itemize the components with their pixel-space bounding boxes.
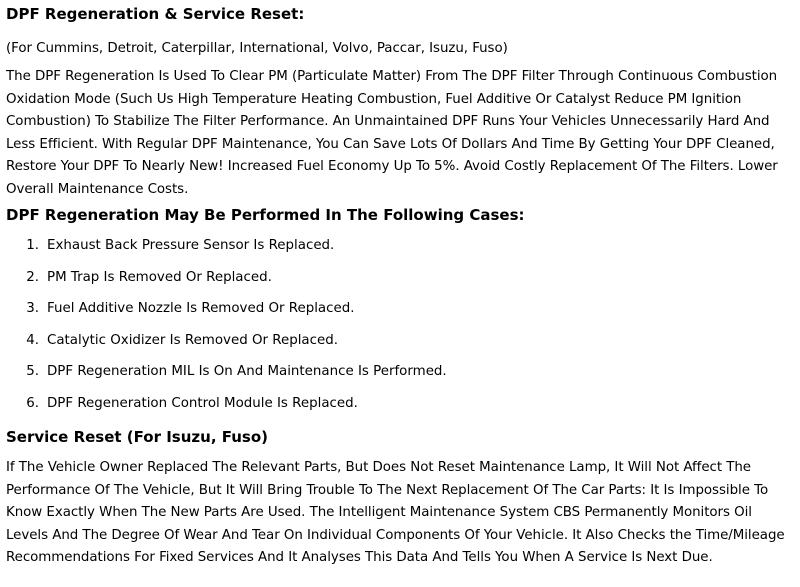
brand-list: (For Cummins, Detroit, Caterpillar, International, Volvo, Paccar, Isuzu, Fuso) [6,41,508,56]
list-item [6,268,766,300]
list-item-number: 4. [26,332,39,348]
cases-heading: DPF Regeneration May Be Performed In The Following Cases: [6,206,525,224]
list-item-number: 5. [26,364,39,380]
list-item-text: Catalytic Oxidizer Is Removed Or Replaced. [47,332,338,348]
service-reset-heading: Service Reset (For Isuzu, Fuso) [6,428,269,446]
list-item-text: DPF Regeneration Control Module Is Replaced. [47,395,358,411]
list-item-text: Fuel Additive Nozzle Is Removed Or Replaced. [47,301,355,317]
list-item-number: 2. [26,269,39,285]
list-item [6,394,766,426]
list-item [6,236,766,268]
page-title: DPF Regeneration & Service Reset: [6,5,305,23]
list-item-number: 3. [26,301,39,317]
list-item-text: Exhaust Back Pressure Sensor Is Replaced. [47,238,335,253]
list-item [6,362,766,394]
list-item [6,331,766,363]
cases-list [6,236,766,426]
list-item-number: 1. [26,238,39,253]
intro-paragraph: The DPF Regeneration Is Used To Clear PM (Particulate Matter) From The DPF Filter Through Continuous Combustion Oxidation Mode (Such Us High Temperature Heating Combustion, Fuel Additive Or Catalyst Reduce PM Ignition Combustion) To Stabilize The Filter Performance. An Unmaintained DPF Runs Your Vehicles Unnecessarily Hard And Less Efficient. With Regular DPF Maintenance, You Can Save Lots Of Dollars And Time By Getting Your DPF Cleaned, Restore Your DPF To Nearly New! Increased Fuel Economy Up To 5%. Avoid Costly Replacement Of The Filters. Lower Overall Maintenance Costs. [6,69,778,197]
list-item [6,299,766,331]
list-item-text: DPF Regeneration MIL Is On And Maintenance Is Performed. [47,364,447,380]
service-reset-paragraph: If The Vehicle Owner Replaced The Relevant Parts, But Does Not Reset Maintenance Lamp, It Will Not Affect The Performance Of The Vehicle, But It Will Bring Trouble To The Next Replacement Of The Car Parts: It Is Impossible To Know Exactly When The New Parts Are Used. The Intelligent Maintenance System CBS Permanently Monitors Oil Levels And The Degree Of Wear And Tear On Individual Components Of Your Vehicle. It Also Checks the Time/Mileage Recommendations For Fixed Services And It Analyses This Data And Tells You When A Service Is Next Due. [6,460,785,565]
list-item-text: PM Trap Is Removed Or Replaced. [47,269,272,285]
list-item-number: 6. [26,395,39,411]
